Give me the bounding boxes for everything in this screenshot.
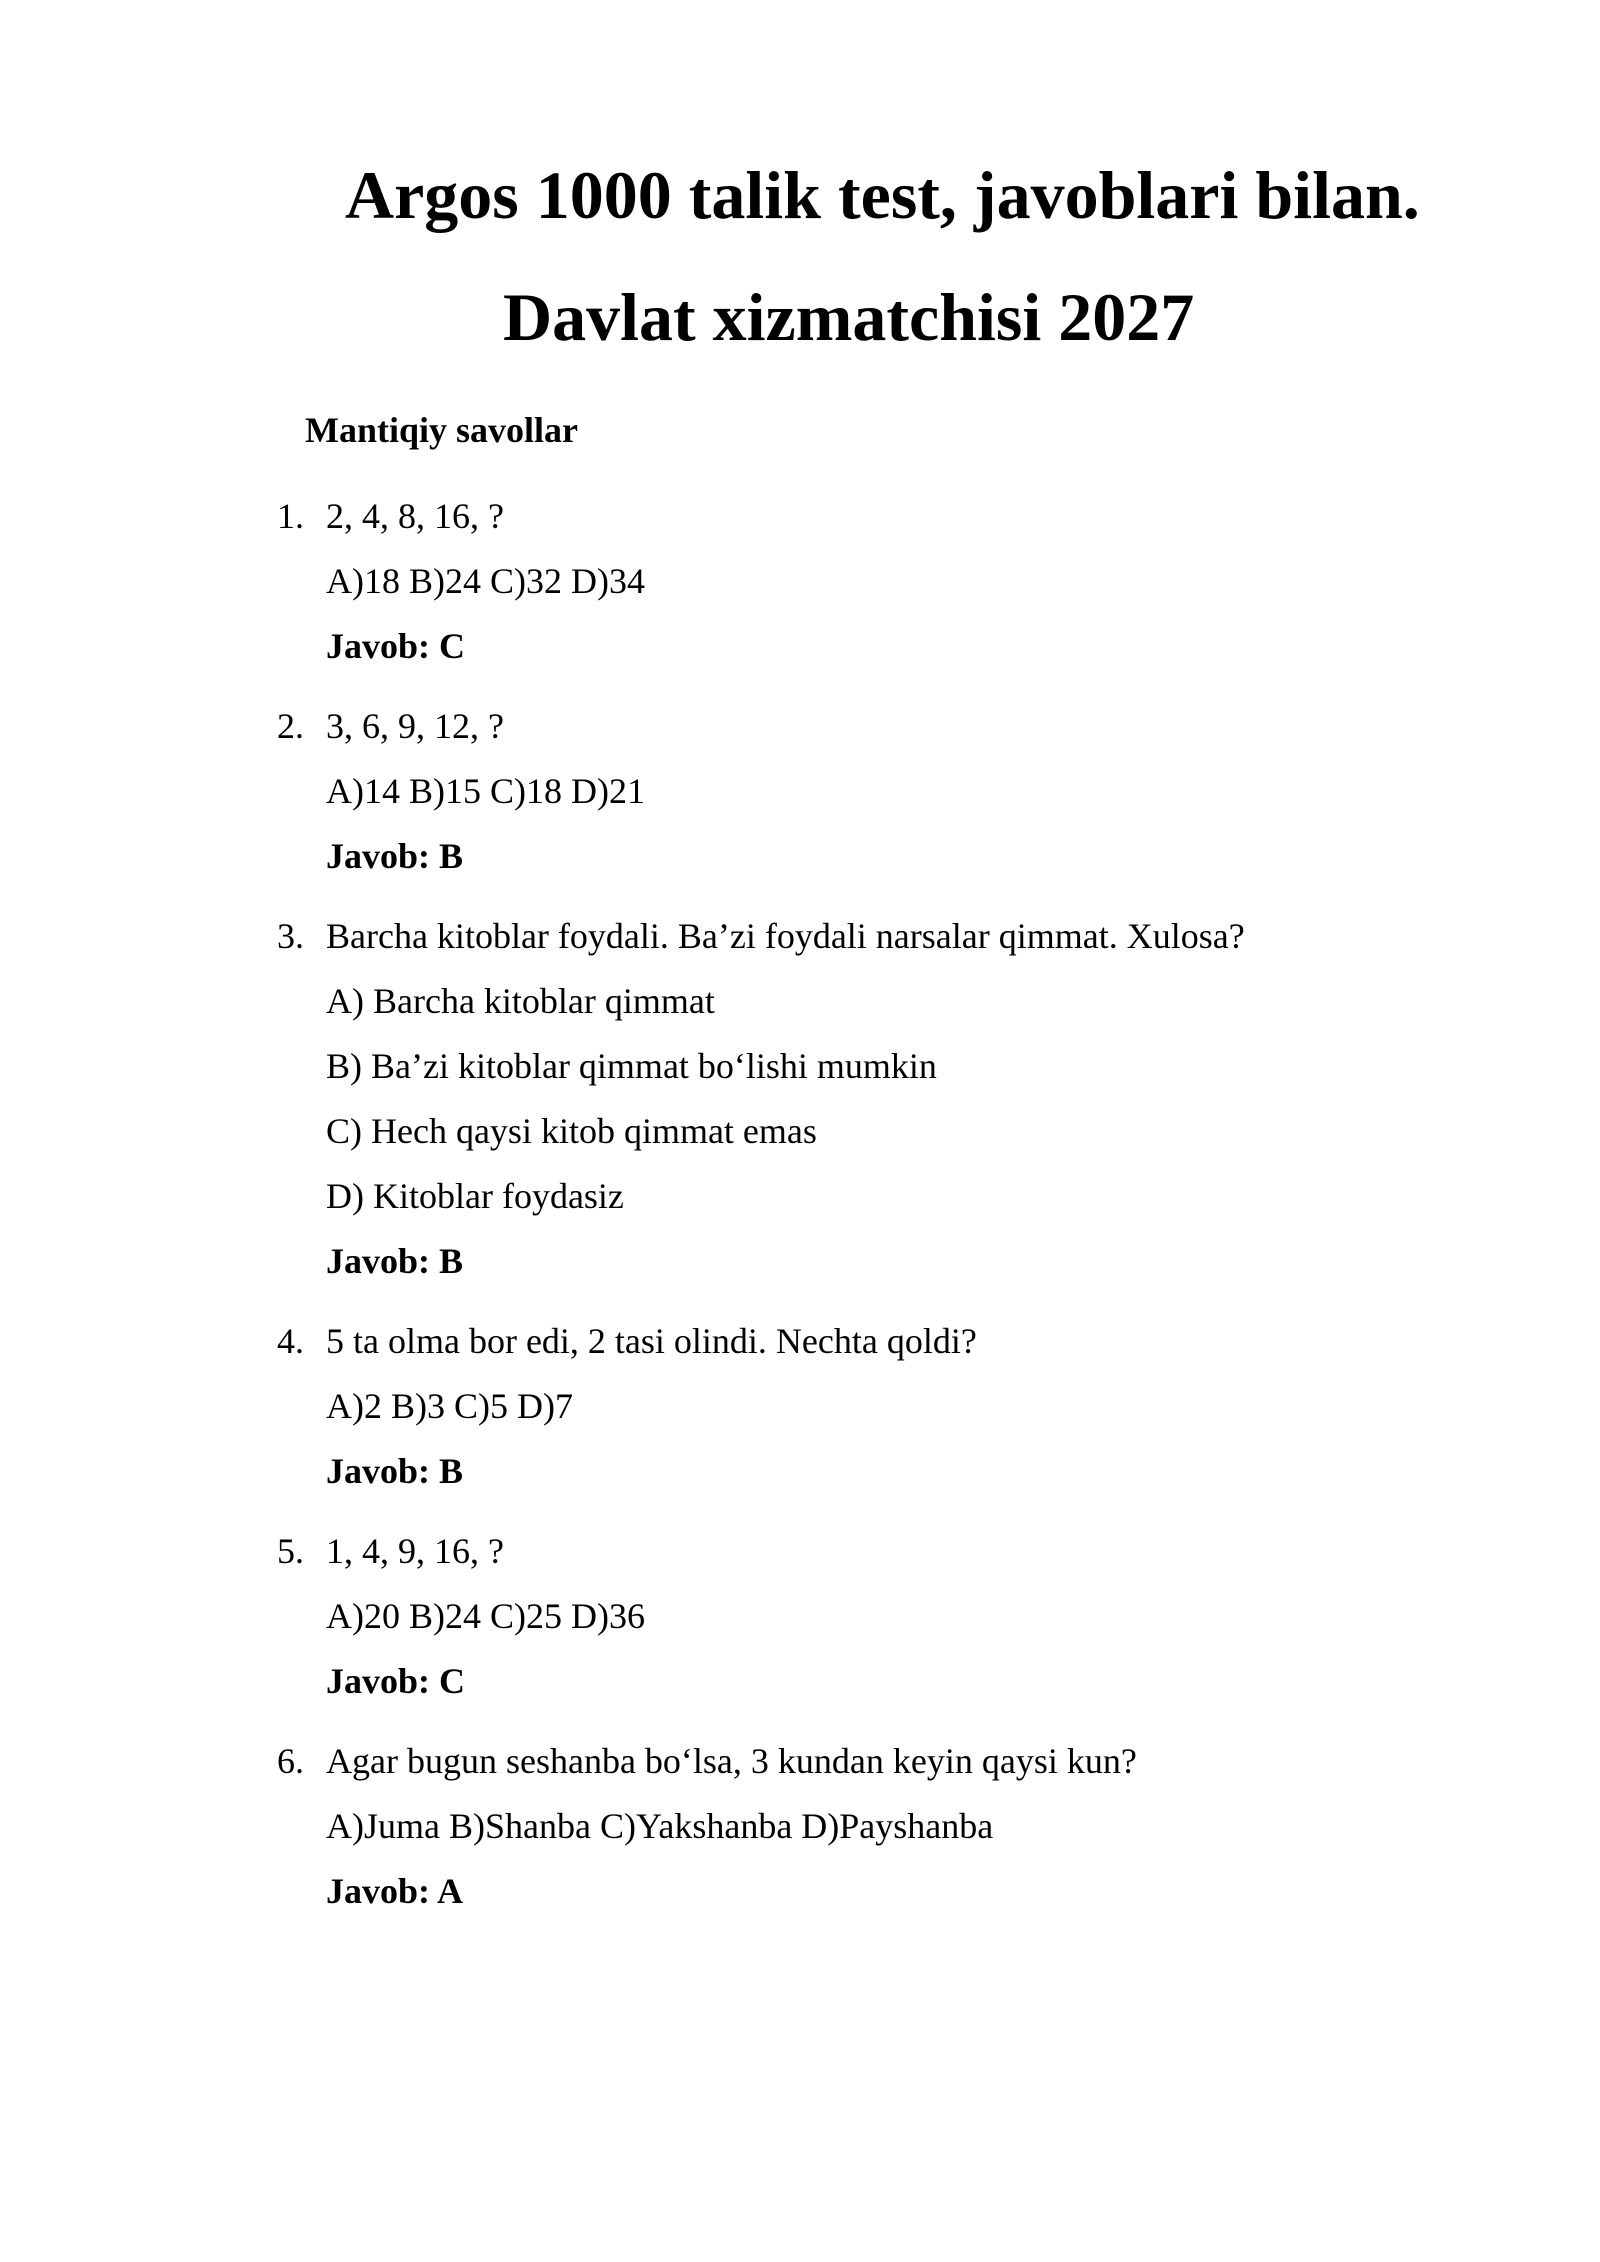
option-text: A)14 B)15 C)18 D)21 xyxy=(326,771,645,811)
answer-options xyxy=(0,551,1600,616)
correct-answer xyxy=(0,616,1600,681)
option-text: D) Kitoblar foydasiz xyxy=(326,1176,624,1216)
question-item xyxy=(0,1521,1600,1716)
answer-text: Javob: B xyxy=(326,1241,464,1281)
answer-options xyxy=(0,1036,1600,1101)
question-item xyxy=(0,906,1600,1296)
answer-text: Javob: B xyxy=(326,836,464,876)
question-item xyxy=(0,696,1600,891)
question-line xyxy=(0,1521,1600,1586)
answer-options xyxy=(0,1166,1600,1231)
answer-text: Javob: B xyxy=(326,1451,464,1491)
option-text: A)Juma B)Shanba C)Yakshanba D)Payshanba xyxy=(326,1806,994,1846)
question-list xyxy=(0,486,1600,1941)
question-text: 2, 4, 8, 16, ? xyxy=(326,496,504,536)
option-text: B) Ba’zi kitoblar qimmat bo‘lishi mumkin xyxy=(326,1046,937,1086)
document-title: Argos 1000 talik test, javoblari bilan. xyxy=(345,157,1420,233)
question-item xyxy=(0,1731,1600,1926)
question-line xyxy=(0,486,1600,551)
question-number: 6. xyxy=(277,1741,304,1781)
question-text: Barcha kitoblar foydali. Ba’zi foydali narsalar qimmat. Xulosa? xyxy=(326,916,1245,956)
question-text: 5 ta olma bor edi, 2 tasi olindi. Nechta qoldi? xyxy=(326,1321,977,1361)
question-line xyxy=(0,906,1600,971)
question-item xyxy=(0,486,1600,681)
option-text: A)20 B)24 C)25 D)36 xyxy=(326,1596,645,1636)
section-heading: Mantiqiy savollar xyxy=(305,410,579,450)
correct-answer xyxy=(0,826,1600,891)
correct-answer xyxy=(0,1441,1600,1506)
question-line xyxy=(0,1311,1600,1376)
document-subtitle: Davlat xizmatchisi 2027 xyxy=(503,279,1195,355)
question-text: 3, 6, 9, 12, ? xyxy=(326,706,504,746)
option-text: A)18 B)24 C)32 D)34 xyxy=(326,561,645,601)
answer-options xyxy=(0,1796,1600,1861)
question-number: 4. xyxy=(277,1321,304,1361)
answer-options xyxy=(0,761,1600,826)
answer-options xyxy=(0,1101,1600,1166)
question-line xyxy=(0,696,1600,761)
answer-text: Javob: C xyxy=(326,1661,466,1701)
question-number: 2. xyxy=(277,706,304,746)
correct-answer xyxy=(0,1861,1600,1926)
answer-options xyxy=(0,1376,1600,1441)
answer-text: Javob: A xyxy=(326,1871,464,1911)
answer-options xyxy=(0,971,1600,1036)
answer-options xyxy=(0,1586,1600,1651)
answer-text: Javob: C xyxy=(326,626,466,666)
option-text: C) Hech qaysi kitob qimmat emas xyxy=(326,1111,817,1151)
correct-answer xyxy=(0,1231,1600,1296)
question-number: 1. xyxy=(277,496,304,536)
question-number: 3. xyxy=(277,916,304,956)
question-number: 5. xyxy=(277,1531,304,1571)
correct-answer xyxy=(0,1651,1600,1716)
option-text: A) Barcha kitoblar qimmat xyxy=(326,981,715,1021)
question-text: Agar bugun seshanba bo‘lsa, 3 kundan keyin qaysi kun? xyxy=(326,1741,1137,1781)
question-item xyxy=(0,1311,1600,1506)
option-text: A)2 B)3 C)5 D)7 xyxy=(326,1386,573,1426)
question-text: 1, 4, 9, 16, ? xyxy=(326,1531,504,1571)
question-line xyxy=(0,1731,1600,1796)
